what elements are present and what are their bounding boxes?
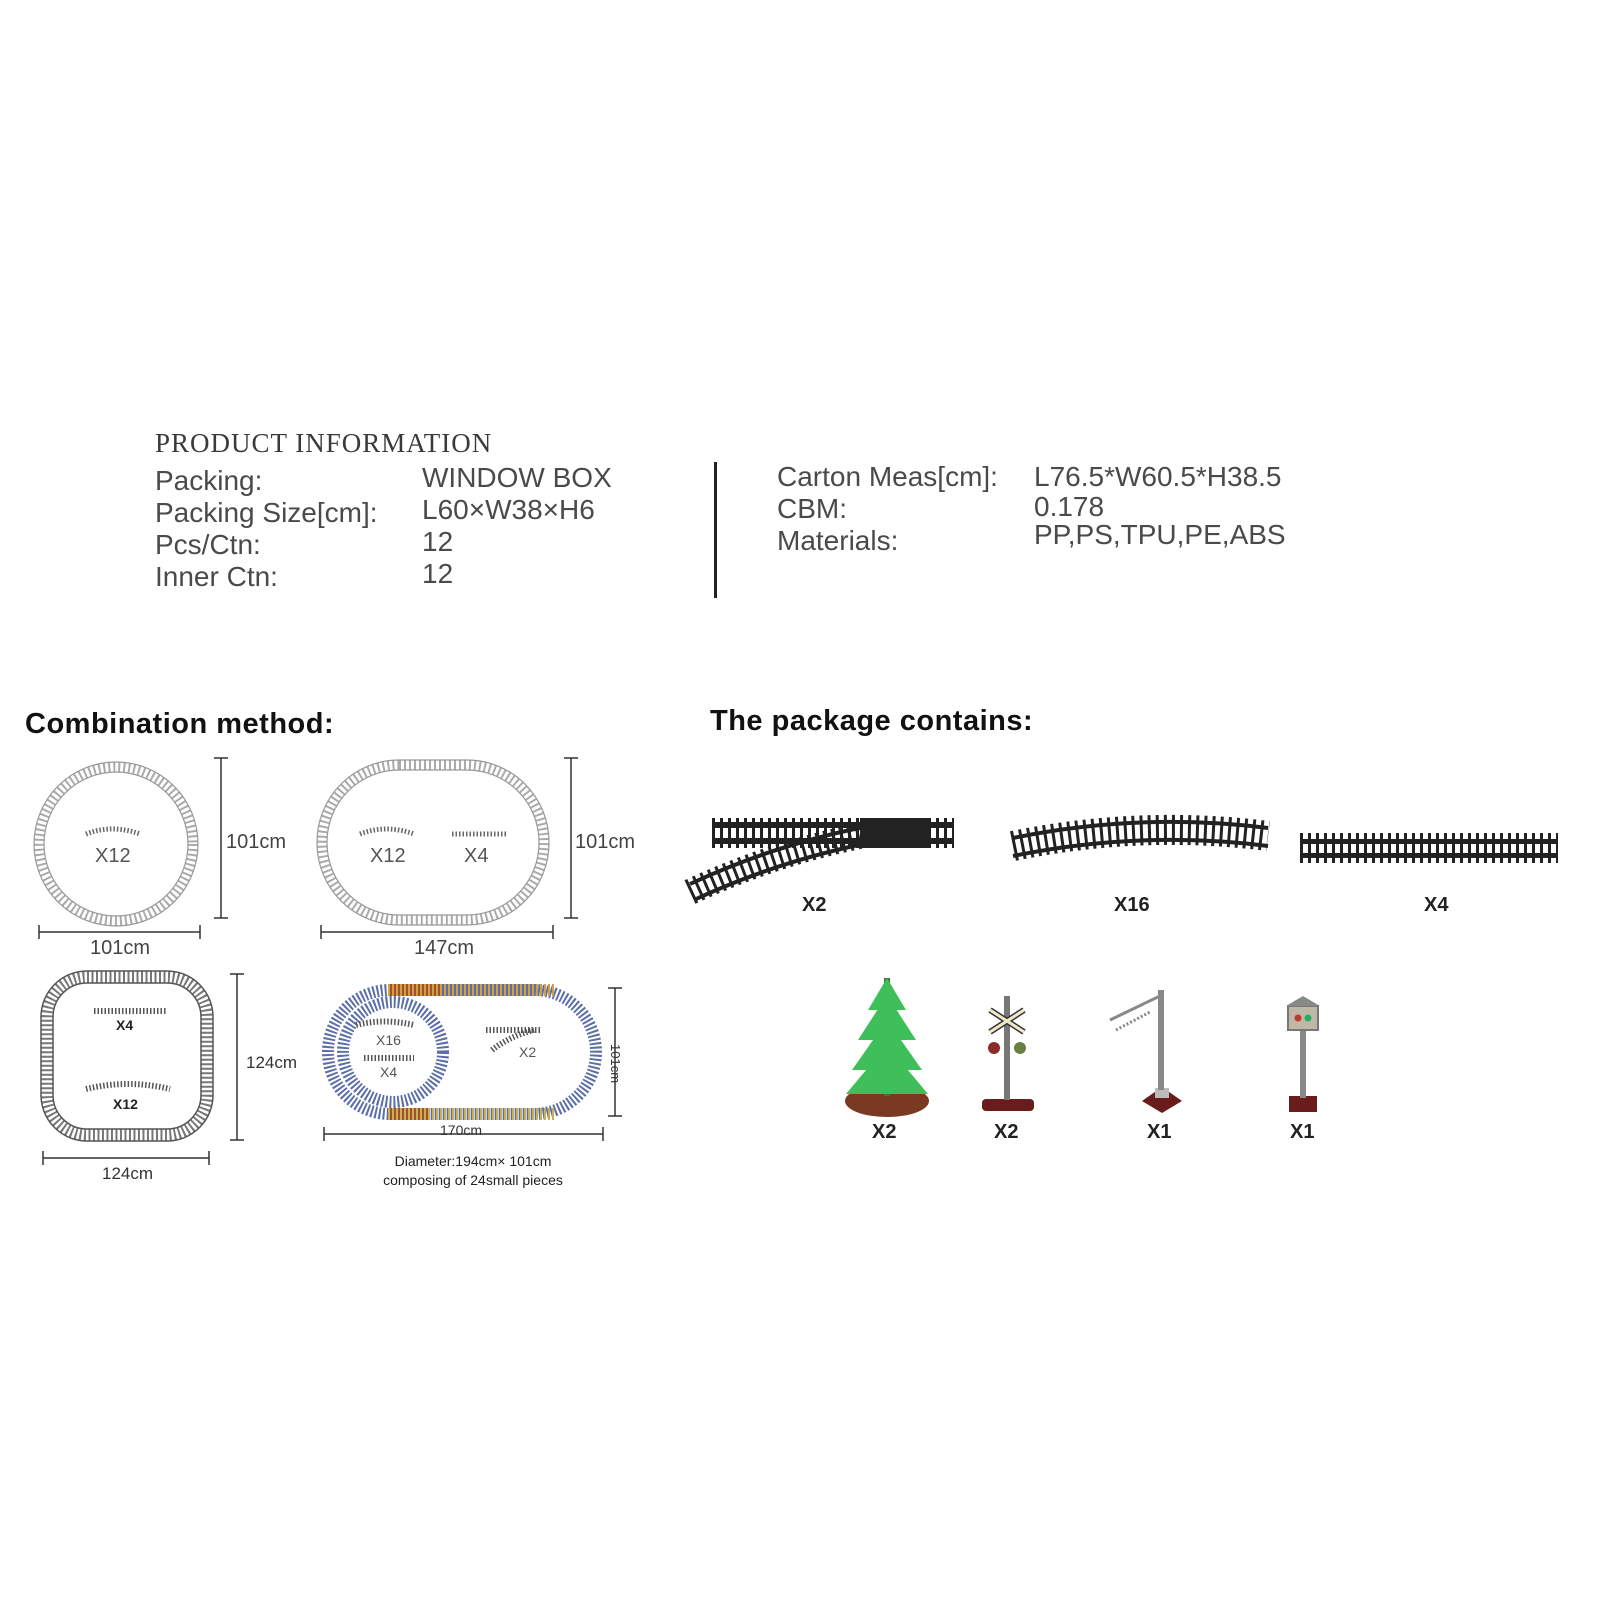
pcs-ctn-value: 12 (422, 526, 454, 557)
layout4-qty-switch: X2 (519, 1044, 537, 1060)
pcs-ctn-label: Pcs/Ctn: (155, 529, 261, 560)
layout4-width: 170cm (440, 1122, 483, 1138)
layout1-qty: X12 (95, 845, 131, 867)
inner-ctn-label: Inner Ctn: (155, 561, 278, 592)
packing-size-value: L60×W38×H6 (422, 494, 595, 525)
layout2-qty-curve: X12 (370, 845, 406, 867)
straight-track-icon (1300, 839, 1558, 858)
carton-meas-label: Carton Meas[cm]: (777, 461, 998, 492)
cbm-value: 0.178 (1034, 491, 1105, 522)
switch-track-qty: X2 (802, 894, 827, 916)
layout3-height: 124cm (246, 1053, 298, 1072)
layout4-note-line1: Diameter:194cm× 101cm (394, 1153, 552, 1169)
straight-track-qty: X4 (1424, 894, 1449, 916)
switch-track-icon (690, 818, 954, 900)
telegraph-pole-icon (1110, 990, 1182, 1113)
layout3-width: 124cm (102, 1164, 154, 1183)
layout1-width: 101cm (90, 937, 151, 959)
layout3-qty-curve: X12 (113, 1096, 138, 1112)
layout3-qty-straight: X4 (116, 1017, 134, 1033)
pine-tree-qty: X2 (872, 1121, 897, 1143)
cbm-label: CBM: (777, 493, 847, 524)
street-lamp-icon (1286, 996, 1320, 1112)
pine-tree-icon (845, 978, 929, 1117)
layout4-qty-curve: X16 (376, 1032, 401, 1048)
product-info-title: PRODUCT INFORMATION (155, 428, 493, 458)
combination-title: Combination method: (25, 708, 335, 740)
crossing-signal-qty: X2 (994, 1121, 1019, 1143)
layout4-note-line2: composing of 24small pieces (383, 1172, 563, 1188)
layout2-qty-straight: X4 (464, 845, 489, 867)
packing-size-label: Packing Size[cm]: (155, 497, 378, 528)
crossing-signal-icon (982, 996, 1034, 1111)
materials-label: Materials: (777, 525, 899, 556)
package-title: The package contains: (710, 705, 1034, 737)
packing-value: WINDOW BOX (422, 462, 612, 493)
inner-ctn-value: 12 (422, 558, 454, 589)
layout2-width: 147cm (414, 937, 475, 959)
layout4-qty-straight: X4 (380, 1064, 398, 1080)
carton-meas-value: L76.5*W60.5*H38.5 (1034, 461, 1282, 492)
layout1-height: 101cm (226, 831, 287, 853)
curved-track-qty: X16 (1114, 894, 1150, 916)
street-lamp-qty: X1 (1290, 1121, 1315, 1143)
layout4-height: 101cm (608, 1044, 623, 1084)
layout2-height: 101cm (575, 831, 636, 853)
telegraph-pole-qty: X1 (1147, 1121, 1172, 1143)
curved-track-icon (1013, 822, 1268, 856)
packing-label: Packing: (155, 465, 263, 496)
materials-value: PP,PS,TPU,PE,ABS (1034, 519, 1286, 550)
